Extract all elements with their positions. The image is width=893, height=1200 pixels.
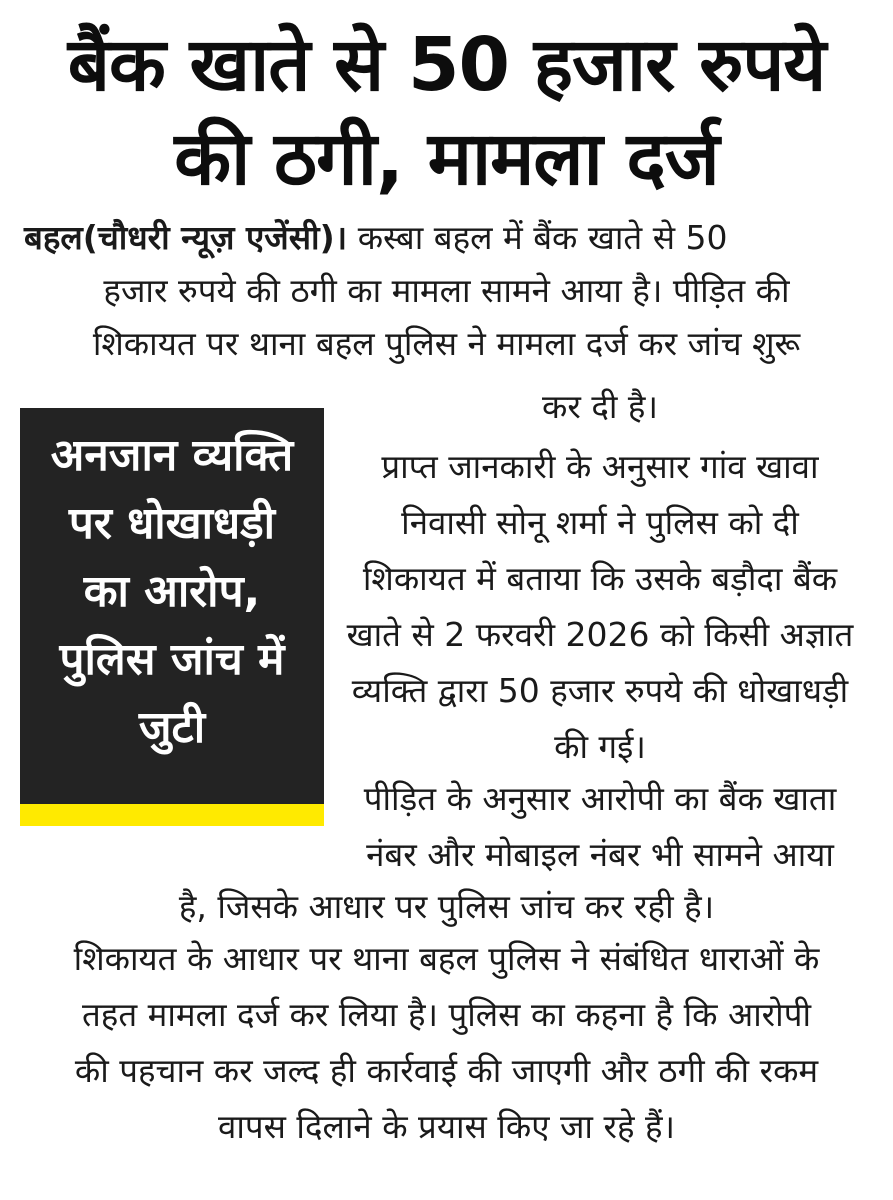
article-line: की गई। bbox=[554, 727, 646, 766]
article-line-text: कस्बा बहल में बैंक खाते से 50 bbox=[357, 218, 728, 257]
article-line: व्यक्ति द्वारा 50 हजार रुपये की धोखाधड़ी bbox=[351, 671, 849, 710]
headline-line-2: की ठगी, मामला दर्ज bbox=[174, 116, 719, 202]
sidebar-line: जुटी bbox=[138, 702, 206, 753]
article-line: प्राप्त जानकारी के अनुसार गांव खावा bbox=[381, 447, 819, 486]
sidebar-line: पुलिस जांच में bbox=[59, 634, 285, 685]
sidebar-highlight-box bbox=[20, 408, 324, 826]
headline bbox=[20, 18, 873, 206]
sidebar-line: अनजान व्यक्ति bbox=[50, 430, 294, 481]
article-line: वापस दिलाने के प्रयास किए जा रहे हैं। bbox=[217, 1107, 676, 1146]
article-line bbox=[24, 216, 869, 260]
sidebar-line: पर धोखाधड़ी bbox=[68, 498, 276, 549]
sidebar-text bbox=[20, 422, 324, 762]
sidebar-accent-bar bbox=[20, 804, 324, 826]
article-line: खाते से 2 फरवरी 2026 को किसी अज्ञात bbox=[346, 615, 854, 654]
article-line: कर दी है। bbox=[542, 387, 658, 426]
article-line: निवासी सोनू शर्मा ने पुलिस को दी bbox=[401, 503, 799, 542]
article-line: तहत मामला दर्ज कर लिया है। पुलिस का कहना है कि आरोपी bbox=[81, 995, 812, 1034]
article-line: नंबर और मोबाइल नंबर भी सामने आया bbox=[366, 835, 834, 874]
article-line: की पहचान कर जल्द ही कार्रवाई की जाएगी और ठगी की रकम bbox=[74, 1051, 819, 1090]
article-line: पीड़ित के अनुसार आरोपी का बैंक खाता bbox=[363, 779, 837, 818]
article-line: शिकायत के आधार पर थाना बहल पुलिस ने संबंधित धाराओं के bbox=[73, 939, 820, 978]
article-line: है, जिसके आधार पर पुलिस जांच कर रही है। bbox=[178, 887, 715, 926]
article-line: हजार रुपये की ठगी का मामला सामने आया है। पीड़ित की bbox=[103, 271, 790, 310]
headline-line-1: बैंक खाते से 50 हजार रुपये bbox=[67, 22, 826, 108]
article-line: शिकायत पर थाना बहल पुलिस ने मामला दर्ज कर जांच शुरू bbox=[92, 324, 801, 363]
sidebar-line: का आरोप, bbox=[83, 566, 261, 617]
article-line: शिकायत में बताया कि उसके बड़ौदा बैंक bbox=[362, 559, 838, 598]
dateline: बहल(चौधरी न्यूज़ एजेंसी)। bbox=[24, 218, 348, 257]
